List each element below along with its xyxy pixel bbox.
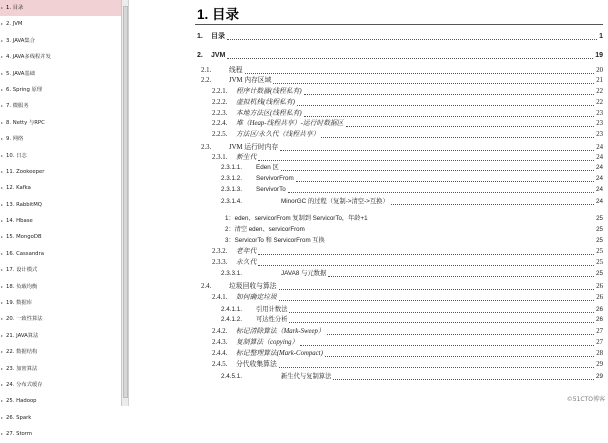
toc-label: ServivorFrom <box>256 175 294 182</box>
toc-page-number: 26 <box>596 294 603 301</box>
expand-arrow-icon[interactable]: ▸ <box>1 136 4 142</box>
toc-leader-dots <box>304 116 594 117</box>
title-underline <box>195 24 603 25</box>
toc-number: 2.3.3.1. <box>221 270 243 277</box>
toc-entry[interactable] <box>164 315 603 325</box>
toc-label: JVM 内存区域 <box>229 77 272 84</box>
toc-leader-dots <box>227 58 593 59</box>
toc-leader-dots <box>296 181 594 182</box>
toc-number: 2.3.1.4. <box>221 198 243 205</box>
watermark: ©51CTO博客 <box>566 396 605 403</box>
toc-number: 1. <box>197 33 203 40</box>
expand-arrow-icon[interactable]: ▸ <box>1 185 4 191</box>
toc-page-number: 25 <box>596 215 603 222</box>
toc-label: Eden 区 <box>256 164 279 171</box>
sidebar-item-label: 21. JAVA算法 <box>6 332 39 339</box>
sidebar-item-label: 15. MongoDB <box>6 234 42 241</box>
toc-number: 2.2.1. <box>212 88 228 95</box>
toc-leader-dots <box>346 126 594 127</box>
toc-number: 2.3.2. <box>212 248 228 255</box>
toc-page-number: 21 <box>596 77 603 84</box>
toc-label: 复制算法（copying） <box>236 339 299 346</box>
toc-label: MinorGC 的过程（复制->清空->互换） <box>281 198 389 205</box>
sidebar-item[interactable] <box>0 295 121 311</box>
expand-arrow-icon[interactable]: ▸ <box>1 365 4 371</box>
toc-number: 2.2.5. <box>212 131 228 138</box>
toc-leader-dots <box>288 192 594 193</box>
toc-leader-dots <box>245 73 594 74</box>
toc-leader-dots <box>280 150 594 151</box>
toc-page-number: 29 <box>595 373 603 380</box>
toc-page-number: 27 <box>596 328 603 335</box>
sidebar-item-label: 20. 一致性算法 <box>6 316 43 323</box>
toc-number: 2.3. <box>201 144 212 151</box>
expand-arrow-icon[interactable]: ▸ <box>1 54 4 60</box>
toc-leader-dots <box>227 39 597 40</box>
toc-number: 2.4.5. <box>212 361 228 368</box>
toc-number: 2.4.1. <box>212 294 228 301</box>
toc-page-number: 22 <box>596 88 603 95</box>
sidebar-item[interactable] <box>0 377 121 393</box>
sidebar-item-label: 17. 设计模式 <box>6 267 38 274</box>
toc-entry[interactable] <box>164 349 603 359</box>
toc-label: 老年代 <box>236 248 257 255</box>
toc-label: 新生代 <box>236 154 257 161</box>
toc-leader-dots <box>304 94 594 95</box>
toc-entry[interactable] <box>164 338 603 348</box>
toc-page-number: 25 <box>596 237 603 244</box>
toc-entry[interactable] <box>164 87 603 97</box>
sidebar-item[interactable] <box>0 82 121 98</box>
toc-page-number: 20 <box>596 67 603 74</box>
toc-leader-dots <box>281 170 594 171</box>
toc-page-number: 1 <box>599 33 603 40</box>
toc-label: 方法区/永久代（线程共享） <box>236 131 320 138</box>
sidebar-item-label: 24. 分布式缓存 <box>6 381 43 388</box>
toc-leader-dots <box>258 160 594 161</box>
toc-entry[interactable] <box>164 153 603 163</box>
sidebar-item[interactable] <box>0 229 121 245</box>
toc-leader-dots <box>321 137 594 138</box>
toc-entry[interactable] <box>164 360 603 370</box>
toc-entry[interactable] <box>164 372 603 382</box>
toc-number: 2. <box>197 52 203 59</box>
sidebar-item-label: 10. 日志 <box>6 152 27 159</box>
expand-arrow-icon[interactable]: ▸ <box>1 349 4 355</box>
expand-arrow-icon[interactable]: ▸ <box>1 119 4 125</box>
sidebar-item-label: 14. Hbase <box>6 218 33 225</box>
expand-arrow-icon[interactable]: ▸ <box>1 250 4 256</box>
toc-label: 永久代 <box>236 259 257 266</box>
toc-page-number: 27 <box>596 339 603 346</box>
toc-entry[interactable] <box>164 143 603 153</box>
toc-number: 2.4.3. <box>212 339 228 346</box>
toc-leader-dots <box>391 204 594 205</box>
sidebar-item[interactable] <box>0 115 121 131</box>
page-title: 1. 目录 <box>197 7 240 22</box>
toc-leader-dots <box>297 105 594 106</box>
toc-number: 2.3.1.3. <box>221 186 243 193</box>
toc-subline[interactable] <box>164 236 603 246</box>
sidebar-item[interactable] <box>0 98 121 114</box>
toc-entry[interactable] <box>164 269 603 279</box>
sidebar-item-label: 7. 微服务 <box>6 103 29 110</box>
toc-label: JAVA8 与元数据 <box>281 270 327 277</box>
expand-arrow-icon[interactable]: ▸ <box>1 21 4 27</box>
toc-page-number: 29 <box>596 361 603 368</box>
sidebar-item[interactable] <box>0 213 121 229</box>
sidebar-item[interactable] <box>0 279 121 295</box>
sidebar-item-label: 26. Spark <box>6 414 32 421</box>
toc-label: 如何确定垃圾 <box>236 294 277 301</box>
expand-arrow-icon[interactable]: ▸ <box>1 152 4 158</box>
toc-label: 本地方法区(线程私有) <box>236 110 302 117</box>
sidebar-item-label: 4. JAVA多线程并发 <box>6 54 51 61</box>
expand-arrow-icon[interactable]: ▸ <box>1 86 4 92</box>
toc-leader-dots <box>273 83 594 84</box>
sidebar-item[interactable] <box>0 328 121 344</box>
sidebar-item-label: 3. JAVA集合 <box>6 37 35 44</box>
toc-label: 2：清空 eden、servicorFrom <box>225 226 305 233</box>
toc-subline[interactable] <box>164 225 603 235</box>
toc-page-number: 19 <box>595 52 603 59</box>
toc-leader-dots <box>333 379 594 380</box>
toc-entry[interactable] <box>164 197 603 207</box>
sidebar-item[interactable] <box>0 131 121 147</box>
toc-leader-dots <box>300 345 594 346</box>
toc-page-number: 24 <box>596 154 603 161</box>
sidebar-item[interactable] <box>0 66 121 82</box>
sidebar-item-label: 25. Hadoop <box>6 398 37 405</box>
expand-arrow-icon[interactable]: ▸ <box>1 218 4 224</box>
expand-arrow-icon[interactable]: ▸ <box>1 37 4 43</box>
sidebar-item[interactable] <box>0 33 121 49</box>
sidebar-scrollbar[interactable] <box>122 0 129 406</box>
toc-number: 2.4.1.1. <box>221 306 243 313</box>
toc-page-number: 25 <box>596 259 603 266</box>
toc-page-number: 28 <box>596 350 603 357</box>
toc-page-number: 24 <box>595 175 603 182</box>
toc-page-number: 25 <box>596 226 603 233</box>
toc-number: 2.2. <box>201 77 212 84</box>
sidebar-item[interactable] <box>0 246 121 262</box>
sidebar-item-label: 8. Netty 与RPC <box>6 119 45 126</box>
toc-entry[interactable] <box>164 130 603 140</box>
toc-leader-dots <box>279 300 594 301</box>
toc-entry[interactable] <box>164 51 603 61</box>
toc-page-number: 24 <box>595 198 603 205</box>
toc-label: 标记清除算法（Mark-Sweep） <box>236 328 325 335</box>
toc-number: 2.3.1.1. <box>221 164 243 171</box>
toc-number: 2.2.4. <box>212 120 228 127</box>
toc-page-number: 26 <box>595 316 603 323</box>
toc-label: 程序计数器(线程私有) <box>236 88 302 95</box>
toc-page-number: 25 <box>596 248 603 255</box>
toc-number: 2.3.1.2. <box>221 175 243 182</box>
toc-number: 2.3.3. <box>212 259 228 266</box>
toc-label: 标记整理算法(Mark-Compact) <box>236 350 323 357</box>
toc-page-number: 23 <box>596 110 603 117</box>
expand-arrow-icon[interactable]: ▸ <box>1 234 4 240</box>
toc-leader-dots <box>279 367 594 368</box>
toc-subline[interactable] <box>164 214 603 224</box>
expand-arrow-icon[interactable]: ▸ <box>1 414 4 420</box>
sidebar-item-label: 12. Kafka <box>6 185 31 192</box>
toc-page-number: 24 <box>596 144 603 151</box>
expand-arrow-icon[interactable]: ▸ <box>1 381 4 387</box>
toc-label: 分代收集算法 <box>236 361 277 368</box>
toc-leader-dots <box>258 265 594 266</box>
sidebar-item-label: 13. RabbitMQ <box>6 201 42 208</box>
toc-entry[interactable] <box>164 66 603 76</box>
expand-arrow-icon[interactable]: ▸ <box>1 300 4 306</box>
sidebar-item-label: 2. JVM <box>6 21 23 28</box>
toc-entry[interactable] <box>164 327 603 337</box>
toc-page-number: 26 <box>595 306 603 313</box>
toc-page-number: 24 <box>595 164 603 171</box>
toc-label: 垃圾回收与算法 <box>229 283 277 290</box>
document-page <box>164 0 608 406</box>
toc-page-number: 23 <box>596 120 603 127</box>
sidebar-item-label: 27. Storm <box>6 431 33 438</box>
sidebar-item-label: 6. Spring 原理 <box>6 86 43 93</box>
toc-leader-dots <box>327 334 594 335</box>
toc-leader-dots <box>325 356 594 357</box>
sidebar-item[interactable] <box>0 16 121 32</box>
expand-arrow-icon[interactable]: ▸ <box>1 431 4 437</box>
toc-entry[interactable] <box>164 305 603 315</box>
toc-number: 2.4.2. <box>212 328 228 335</box>
toc-label: JVM 运行时内存 <box>229 144 279 151</box>
toc-number: 2.4.4. <box>212 350 228 357</box>
toc-entry[interactable] <box>164 247 603 257</box>
expand-arrow-icon[interactable]: ▸ <box>1 70 4 76</box>
toc-label: 3：ServicorTo 和 ServicorFrom 互换 <box>225 237 325 244</box>
toc-entry[interactable] <box>164 119 603 129</box>
toc-number: 2.4.5.1. <box>221 373 243 380</box>
toc-label: 引用计数法 <box>256 306 288 313</box>
toc-leader-dots <box>258 254 594 255</box>
toc-label: 堆（Heap-线程共享）-运行时数据区 <box>236 120 344 127</box>
sidebar-item[interactable] <box>0 164 121 180</box>
toc-number: 2.2.3. <box>212 110 228 117</box>
sidebar-item[interactable] <box>0 426 121 442</box>
sidebar-item-label: 1. 目录 <box>6 5 24 11</box>
toc-entry[interactable] <box>164 282 603 292</box>
sidebar-item[interactable] <box>0 344 121 360</box>
toc-entry[interactable] <box>164 258 603 268</box>
sidebar-item-label: 19. 数据库 <box>6 300 32 307</box>
toc-label: 虚拟机栈(线程私有) <box>236 99 295 106</box>
toc-number: 2.1. <box>201 67 212 74</box>
toc-entry[interactable] <box>164 32 603 42</box>
sidebar-item[interactable] <box>0 197 121 213</box>
sidebar-item-label: 5. JAVA基础 <box>6 70 35 77</box>
scrollbar-thumb[interactable] <box>123 6 128 398</box>
toc-page-number: 24 <box>595 186 603 193</box>
toc-label: 可达性分析 <box>256 316 288 323</box>
toc-entry[interactable] <box>164 185 603 195</box>
sidebar-item[interactable] <box>0 0 121 16</box>
sidebar-item[interactable] <box>0 262 121 278</box>
toc-page-number: 26 <box>596 283 603 290</box>
sidebar-item-label: 18. 负载均衡 <box>6 283 38 290</box>
toc-number: 2.2.2. <box>212 99 228 106</box>
sidebar-item[interactable] <box>0 148 121 164</box>
expand-arrow-icon[interactable]: ▸ <box>1 103 4 109</box>
sidebar-item[interactable] <box>0 180 121 196</box>
toc-label: 新生代与复制算法 <box>281 373 332 380</box>
sidebar-item-label: 11. Zookeeper <box>6 168 45 175</box>
toc-page-number: 25 <box>595 270 603 277</box>
toc-label: ServivorTo <box>256 186 286 193</box>
expand-arrow-icon[interactable]: ▸ <box>1 316 4 322</box>
expand-arrow-icon[interactable]: ▸ <box>1 201 4 207</box>
sidebar-item-label: 23. 加密算法 <box>6 365 38 372</box>
page-gutter <box>129 0 163 406</box>
toc-leader-dots <box>279 289 594 290</box>
toc-label: 目录 <box>211 33 225 40</box>
toc-number: 2.4.1.2. <box>221 316 243 323</box>
toc-page-number: 22 <box>596 99 603 106</box>
sidebar-item-label: 9. 网络 <box>6 136 24 143</box>
toc-label: JVM <box>211 52 226 59</box>
sidebar-item[interactable] <box>0 393 121 409</box>
toc-label: 1：eden、servicorFrom 复制到 ServicorTo，年龄+1 <box>225 215 368 222</box>
expand-arrow-icon[interactable]: ▸ <box>1 332 4 338</box>
sidebar-item-label: 22. 数据结构 <box>6 349 38 356</box>
toc-entry[interactable] <box>164 293 603 303</box>
expand-arrow-icon[interactable]: ▸ <box>1 267 4 273</box>
expand-arrow-icon[interactable]: ▸ <box>1 398 4 404</box>
toc-page-number: 23 <box>596 131 603 138</box>
toc-entry[interactable] <box>164 174 603 184</box>
toc-number: 2.4. <box>201 283 212 290</box>
expand-arrow-icon[interactable]: ▸ <box>1 283 4 289</box>
toc-label: 线程 <box>229 67 243 74</box>
toc-entry[interactable] <box>164 98 603 108</box>
bookmark-sidebar <box>0 0 122 438</box>
toc-entry[interactable] <box>164 109 603 119</box>
toc-leader-dots <box>289 312 594 313</box>
sidebar-item[interactable] <box>0 49 121 65</box>
sidebar-item[interactable] <box>0 311 121 327</box>
toc-leader-dots <box>328 276 594 277</box>
toc-entry[interactable] <box>164 76 603 86</box>
expand-arrow-icon[interactable]: ▸ <box>1 5 4 10</box>
toc-leader-dots <box>289 322 594 323</box>
sidebar-item-label: 16. Cassandra <box>6 250 44 257</box>
toc-entry[interactable] <box>164 163 603 173</box>
expand-arrow-icon[interactable]: ▸ <box>1 168 4 174</box>
sidebar-item[interactable] <box>0 361 121 377</box>
sidebar-item[interactable] <box>0 410 121 426</box>
toc-number: 2.3.1. <box>212 154 228 161</box>
